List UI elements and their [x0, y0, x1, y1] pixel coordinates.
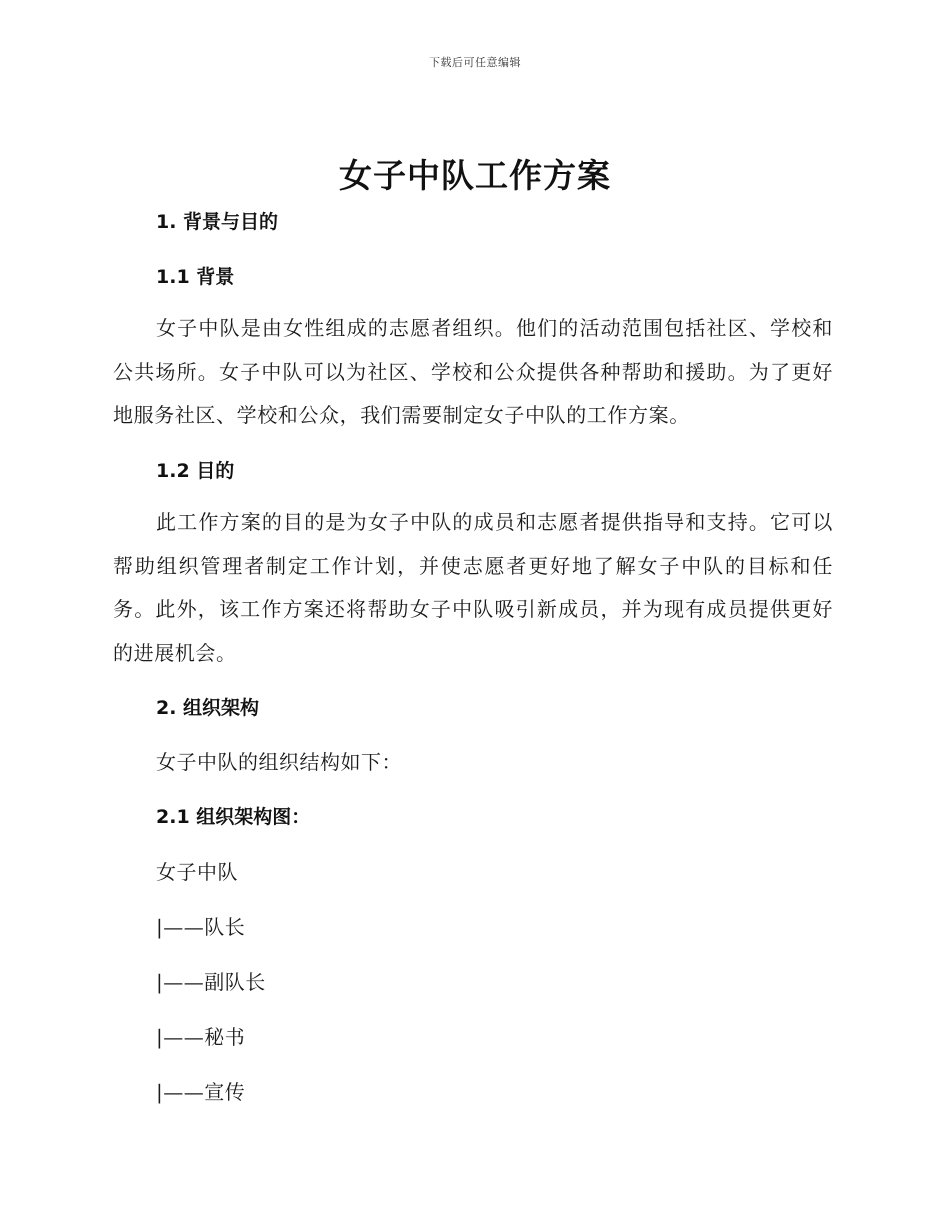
org-chart-item-publicity: |——宣传: [156, 1080, 246, 1104]
section-heading-background-purpose: 1. 背景与目的: [156, 211, 279, 233]
org-chart-root: 女子中队: [156, 860, 238, 884]
document-title: 女子中队工作方案: [339, 156, 611, 195]
subsection-heading-background: 1.1 背景: [156, 266, 235, 288]
paragraph-background: 女子中队是由女性组成的志愿者组织。他们的活动范围包括社区、学校和公共场所。女子中队可以为社区、学校和公众提供各种帮助和援助。为了更好地服务社区、学校和公众，我们需要制定女子中队的工作方案。: [113, 316, 833, 427]
page-header-note: 下载后可任意编辑: [429, 56, 521, 69]
subsection-heading-purpose: 1.2 目的: [156, 460, 235, 482]
paragraph-purpose: 此工作方案的目的是为女子中队的成员和志愿者提供指导和支持。它可以帮助组织管理者制定工作计划，并使志愿者更好地了解女子中队的目标和任务。此外，该工作方案还将帮助女子中队吸引新成员，并为现有成员提供更好的进展机会。: [113, 510, 833, 665]
org-chart-item-captain: |——队长: [156, 915, 246, 939]
org-chart-item-vice-captain: |——副队长: [156, 970, 266, 994]
section-heading-organization: 2. 组织架构: [156, 697, 260, 719]
subsection-heading-org-chart: 2.1 组织架构图：: [156, 806, 311, 828]
org-chart-item-secretary: |——秘书: [156, 1025, 246, 1049]
organization-intro: 女子中队的组织结构如下：: [156, 750, 402, 774]
